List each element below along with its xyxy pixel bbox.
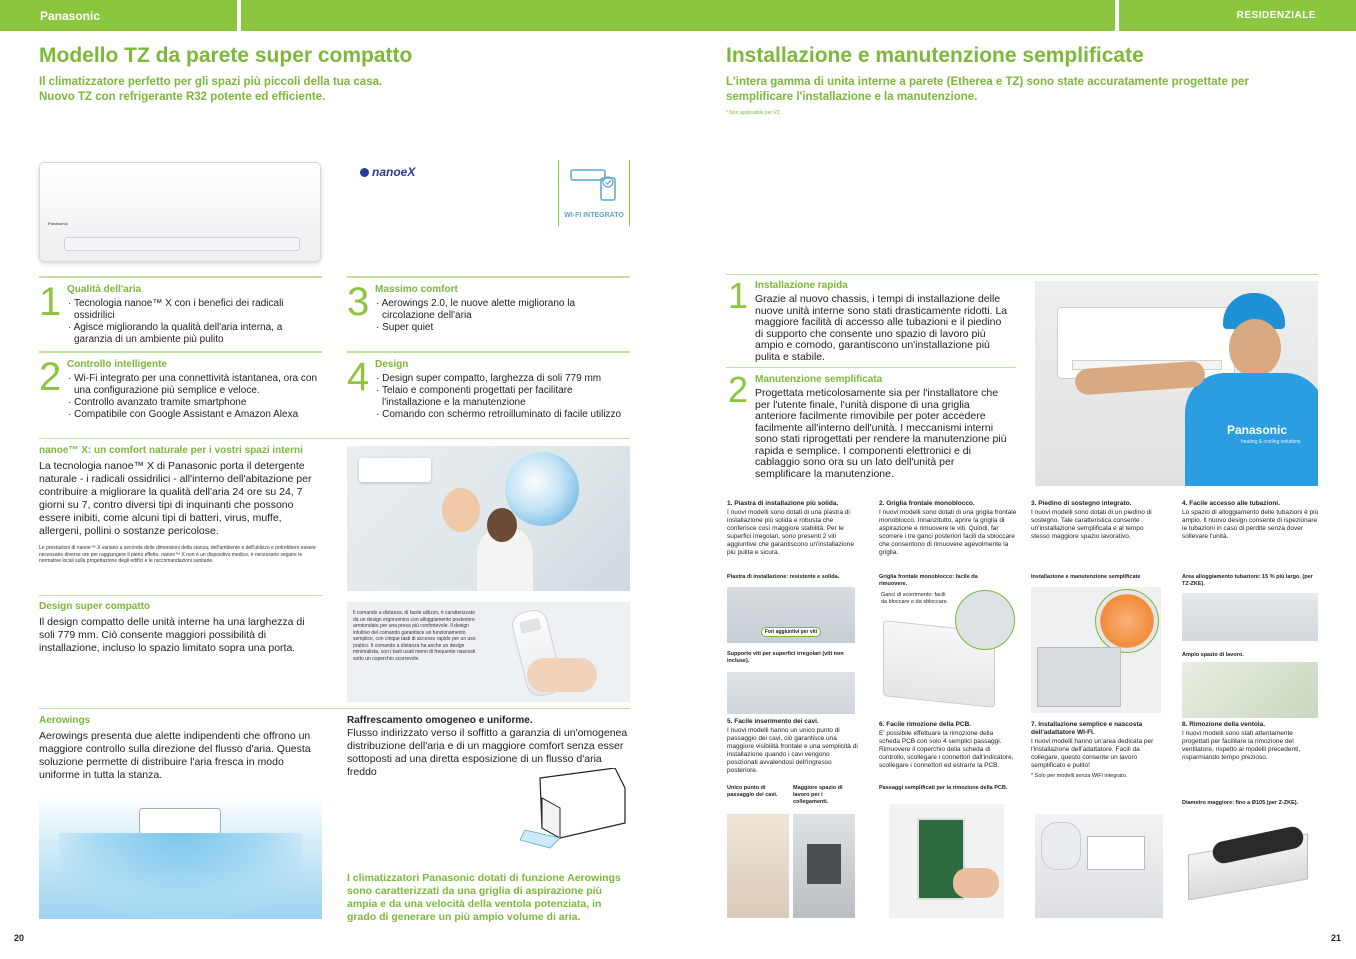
design-title: Design super compatto [39,601,151,612]
right-subtitle: L'intera gamma di unita interne a parete (Etherea e TZ) sono state accuratamente progettate per semplificare l'installazione e la manutenzione. [726,76,1249,103]
aerowings-divider [39,708,630,709]
grille-zoom-circle [955,590,1015,650]
grille-label: Ganci di scorrimento: facili da bloccare e da sbloccare. [881,592,949,605]
subtitle-line-1: Il climatizzatore perfetto per gli spazi più piccoli della tua casa. [39,76,383,88]
col-heading: 4. Facile accesso alle tubazioni. [1182,500,1280,507]
feature-item: · Super quiet [375,322,625,334]
piping-area-image-2 [1182,662,1318,718]
shirt-tag: heating & cooling solutions [1241,439,1301,445]
col-text: I nuovi modelli hanno un unico punto di passaggio dei cavi, ciò garantisce una maggiore visibilità frontale e una semplicità di installazione quando i cavi vengono posizionati avvalendosi dell'ingresso posteriore. [727,727,858,774]
feature-4 [347,351,630,435]
col-caption: Griglia frontale monoblocco: facile da rimuovere. [879,574,978,587]
support-foot-image [1031,587,1161,713]
col-caption: Installazione e manutenzione semplificate [1031,574,1141,580]
page-number-right: 21 [1331,933,1342,943]
technician-head [1229,319,1281,377]
features-divider [39,438,630,439]
ac-unit-vent [64,237,300,251]
technician-photo [1035,281,1318,486]
subtitle-line-2: Nuovo TZ con refrigerante R32 potente ed efficiente. [39,91,326,103]
col-heading: 2. Griglia frontale monoblocco. [879,500,975,507]
remote-box [347,602,630,702]
col-heading: 3. Piedino di sostegno integrato. [1031,500,1132,507]
feature-1 [39,276,322,350]
aerowings-body: Aerowings presenta due alette indipendenti che offrono un maggiore controllo sulla direzione del flusso d'aria. Questa soluzione permette di distribuire l'aria fresca in modo uniforme in tutta la stanza. [39,730,311,781]
feature-2 [39,351,322,427]
feature-title: Massimo comfort [375,284,458,295]
front-grille-image [879,590,1017,708]
adapter-module [1087,836,1145,870]
step-title-1: Installazione rapida [755,280,848,291]
col-caption: Area alloggiamento tubazioni: 15 % più largo. (per TZ-ZKE). [1182,574,1313,587]
col-caption-a: Diametro maggiore: fino a Ø105 (per Z-ZKE). [1182,800,1299,806]
feature-list [67,373,322,421]
feature-item: · Design super compatto, larghezza di soli 779 mm [375,373,630,385]
pcb-hand [953,868,999,898]
col-text: I nuovi modelli sono dotati di una piastra di installazione più solida e robusta che conferisce così maggiore stabilità. Per le superfici irregolari, sono presenti 2 viti aggiuntive che garantiscono un'installazione più pulita e sicura. [727,509,854,556]
wifi-phone-icon [565,164,625,204]
ac-unit-image [39,162,321,262]
pcb-removal-image [889,804,1004,918]
wiring-space-image [793,814,855,918]
family-photo [347,446,630,591]
remote-text: Il comando a distanza, di facile utilizzo, è caratterizzato da un design ergonomico con alloggiamento posteriore arrotondato per una presa più confortevole. Il design intuitivo del comando garantisce un funzionamento semplice, con cinque tasti di accesso rapido per un uso pratico. Il comando a distanza ha anche un design minimalista, con i tasti usati meno di frequente nascosti sotto un coperchio scorrevole. [353,610,476,662]
feature-item: · Agisce migliorando la qualità dell'aria interna, a garanzia di un ambiente più pulito [67,322,317,346]
step-body-1: Grazie al nuovo chassis, i tempi di installazione delle nuove unità interne sono stati drasticamente ridotti. La maggiore facilità di accesso alle tubazioni e il piedino di supporto che consente uno spazio di lavoro più ampio e comodo, garantiscono un'installazione più pulita e stabile. [755,293,1008,363]
col-caption-a: Passaggi semplificati per la rimozione della PCB. [879,785,1008,791]
nanoe-logo-icon [360,168,369,177]
support-foot-unit [1037,647,1121,707]
nanoe-logo [360,164,415,180]
feature-title: Qualità dell'aria [67,284,142,295]
page-title-right: Installazione e manutenzione semplificate [726,44,1144,67]
technician-shirt [1185,373,1318,486]
feature-item: · Compatibile con Google Assistant e Amazon Alexa [67,409,322,421]
shirt-brand: Panasonic [1227,423,1288,437]
ac-unit-brand: Panasonic [48,221,69,226]
design-body: Il design compatto delle unità interne ha una larghezza di soli 779 mm. Ciò consente maggiori possibilità di installazione, incluso lo spazio limitato sopra una porta. [39,616,305,654]
feature-number: 4 [347,355,370,399]
feature-number: 1 [39,280,62,324]
step-body-2: Progettata meticolosamente sia per l'installatore che per l'utente finale, l'unità dispone di una griglia anteriore facilmente rimovibile per poter accedere facilmente all'interno dell'unità. I meccanismi interni sono stati riprogettati per rendere la manutenzione più rapida e semplice. I componenti elettronici e di cablaggio sono ora su un lato dell'unità per semplificare la manutenzione. [755,387,1007,480]
col-heading: 7. Installazione semplice e nascosta dell'adattatore WI-FI. [1031,721,1143,736]
brand-logo: Panasonic [40,9,101,23]
col-text: E' possibile effettuare la rimozione della scheda PCB con solo 4 semplici passaggi. Rimuovere il coperchio della scheda di controllo, scollegare i connettori dall'indicatore, scollegare i connettori ed estrarre la PCB. [879,730,1014,769]
wifi-badge-label: WI-FI INTEGRATO [564,212,624,219]
mounting-plate-caption: Supporto viti per superfici irregolari (viti non incluse). [727,651,844,664]
feature-item: · Aerowings 2.0, le nuove alette migliorano la circolazione dell'aria [375,298,625,322]
piping-area-caption: Ampio spazio di lavoro. [1182,652,1244,658]
feature-number: 2 [39,355,62,399]
wifi-adapter-image [1035,814,1163,918]
cable-entry-image [727,814,789,918]
airflow-cone [59,833,302,919]
col-text: I nuovi modelli sono stati attentamente progettati per facilitare la rimozione del ventilatore, rispetto ai modelli precedenti, risparmiando tempo prezioso. [1182,730,1301,761]
fan-removal-image [1182,814,1318,900]
col-caption-b: Maggiore spazio di lavoro per i collegamenti. [793,785,843,805]
feature-item: · Tecnologia nanoe™ X con i benefici dei radicali ossidrilici [67,298,317,322]
nanoe-note: Le prestazioni di nanoe™ X variano a seconda delle dimensioni della stanza, dell'ambiente e dell'utilizzo e potrebbero essere necessarie diverse ore per raggiungere il pieno effetto. nanoe™ X non è un dispositivo medico, è necessario seguire le normative locali sulla progettazione degli edifici e le raccomandazioni sanitarie. [39,545,316,564]
cooling-title: Raffrescamento omogeneo e uniforme. [347,715,533,726]
photo-water-sphere [505,452,579,526]
feature-item: · Wi-Fi integrato per una connettività istantanea, ora con una configurazione più semplice e veloce. [67,373,322,397]
step-number-2: 2 [728,369,749,410]
airflow-illustration [39,795,322,919]
nanoe-body: La tecnologia nanoe™ X di Panasonic porta il detergente naturale - i radicali ossidrilici - all'interno dell'abitazione per contribuire a migliorare la qualità dell'aria 24 ore su 24, 7 giorni su 7, contro diversi tipi di inquinanti che possono essere inibiti, come alcuni tipi di batteri, virus, muffe, allergeni, pollini o sostanze pericolose. [39,460,312,537]
col-heading: 8. Rimozione della ventola. [1182,721,1266,728]
col-heading: 6. Facile rimozione della PCB. [879,721,972,728]
steps-divider-mid [726,367,1016,368]
header-bar-middle [241,0,1115,31]
steps-divider-top [726,274,1318,275]
cooling-body: Flusso indirizzato verso il soffitto a garanzia di un'omogenea distribuzione dell'aria e di un maggiore comfort senza esser sottoposti ad una diretta esposizione di un flusso d'aria freddo [347,727,628,778]
right-footnote: * Non applicabile per VZ. [726,110,782,116]
support-foot-zoom [1095,589,1159,653]
closing-text: I climatizzatori Panasonic dotati di funzione Aerowings sono caratterizzati da una griglia di aspirazione più ampia e da una velocità della ventola potenziata, in grado di generare un più ampio volume di aria. [347,872,621,923]
hand-image [527,658,597,692]
step-title-2: Manutenzione semplificata [755,374,883,385]
page-number-left: 20 [14,933,25,943]
mounting-plate-image-2 [727,672,855,714]
airflow-ac-unit [139,808,221,834]
wiring-terminal [807,844,841,884]
aerowings-title: Aerowings [39,715,91,726]
step-number-1: 1 [728,275,749,316]
page-title-left: Modello TZ da parete super compatto [39,44,413,67]
ac-side-illustration [520,768,630,858]
photo-baby [442,488,480,532]
photo-ac-unit [359,458,431,482]
mounting-plate-label: Fori aggiuntivi per viti [761,627,821,637]
feature-title: Controllo intelligente [67,359,167,370]
adapter-hand [1041,822,1081,870]
feature-list [67,298,317,346]
col-text: I nuovi modelli sono dotati di una griglia frontale monoblocco. Innanzitutto, aprire la griglia di aspirazione e rimuovere le viti. Quindi, far scorrere i tre ganci posteriori facili da sbloccare che consentono di rimuovere agevolmente la griglia. [879,509,1017,556]
photo-mother-head [487,508,517,542]
col-caption: Piastra di installazione: resistente e solida. [727,574,840,580]
section-label: RESIDENZIALE [1236,10,1316,21]
col-heading: 5. Facile inserimento dei cavi. [727,718,819,725]
col-note: * Solo per modelli senza WiFi integrato. [1031,773,1128,779]
wifi-badge [558,160,630,226]
feature-list [375,298,625,334]
feature-title: Design [375,359,409,370]
design-divider [39,595,322,596]
feature-number: 3 [347,280,370,324]
piping-area-image [1182,593,1318,641]
col-heading: 1. Piastra di installazione più solida. [727,500,839,507]
nanoe-title: nanoe™ X: un comfort naturale per i vostri spazi interni [39,445,303,456]
feature-item: · Telaio e componenti progettati per facilitare l'installazione e la manutenzione [375,385,630,409]
feature-item: · Controllo avanzato tramite smartphone [67,397,322,409]
feature-list [375,373,630,421]
col-text: Lo spazio di alloggiamento delle tubazioni è più ampio. Il nuovo design consente di ispezionare le tubazioni in caso di perdite senza dover sollevare l'unità. [1182,509,1319,540]
nanoe-logo-text: nanoeX [372,165,416,179]
col-text: I nuovi modelli hanno un'area dedicata per l'installazione dell'adattatore. Facili da collegare, questo consente un lavoro semplificato e pulito! [1031,738,1154,769]
remote-screen [519,618,541,634]
header-bar-left [0,0,237,31]
col-caption-a: Unico punto di passaggio dei cavi. [727,785,778,798]
feature-item: · Comando con schermo retroilluminato di facile utilizzo [375,409,630,421]
feature-3 [347,276,630,350]
mounting-plate-image [727,587,855,643]
col-text: I nuovi modelli sono dotati di un piedino di sostegno. Tale caratteristica consente un'installazione semplificata e al tempo stesso maggiore spazio lavorativo. [1031,509,1152,540]
